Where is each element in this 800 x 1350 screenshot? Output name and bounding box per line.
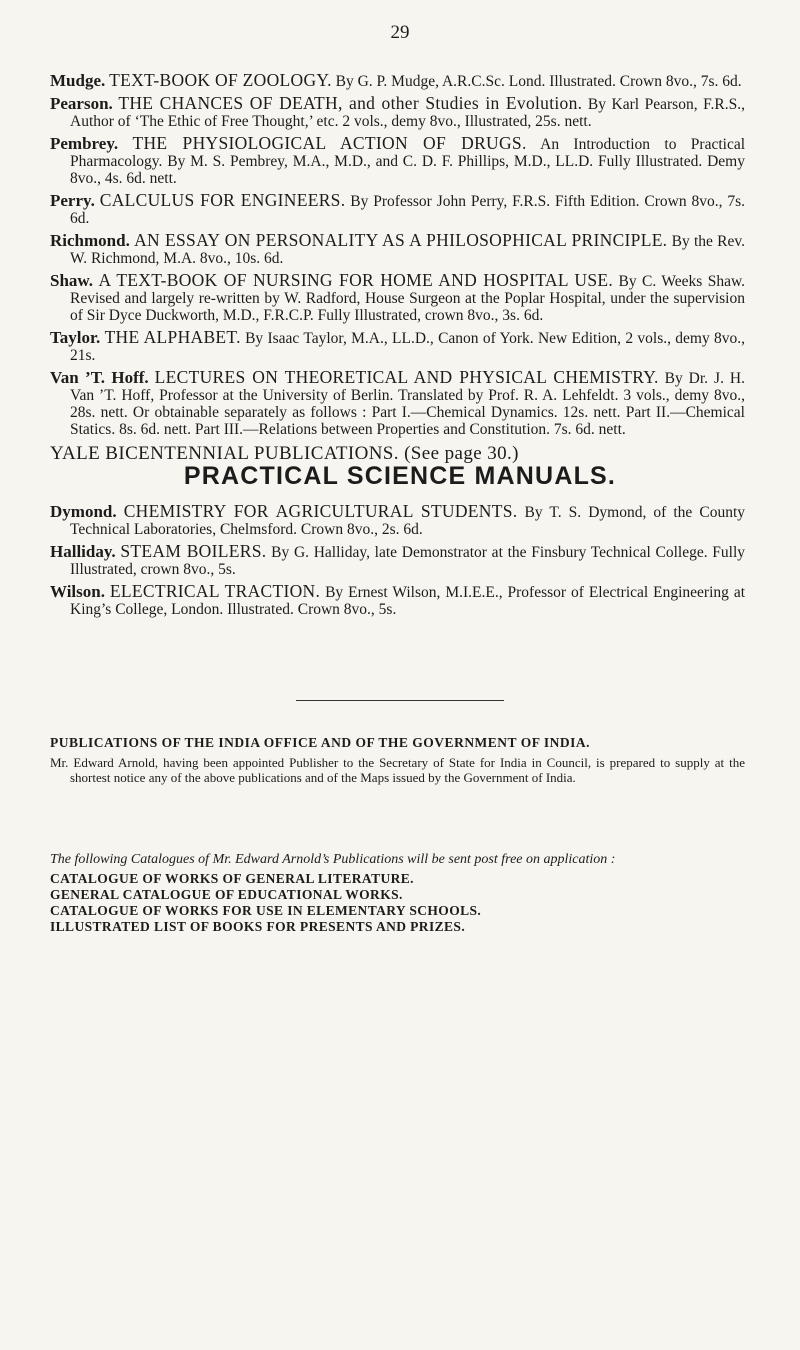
book-entry	[50, 135, 745, 187]
catalogue-item: ILLUSTRATED LIST OF BOOKS FOR PRESENTS AND PRIZES.	[50, 919, 466, 934]
entry-title: ELECTRICAL TRACTION.	[109, 581, 321, 601]
entry-details: By Professor John Perry, F.R.S. Fifth Edition. Crown 8vo., 7s. 6d.	[70, 193, 746, 227]
book-entry	[50, 72, 745, 90]
entry-details: An Introduction to Practical Pharmacology. By M. S. Pembrey, M.A., M.D., and C. D. F. Phillips, M.D., LL.D. Fully Illustrated. Demy 8vo., 4s. 6d. nett.	[70, 136, 746, 187]
divider-rule	[296, 700, 504, 701]
entry-title: AN ESSAY ON PERSONALITY AS A PHILOSOPHICAL PRINCIPLE.	[134, 230, 668, 250]
manual-entries	[50, 503, 745, 623]
entry-title: THE ALPHABET.	[104, 327, 241, 347]
india-office-notice	[50, 735, 745, 785]
entry-author: Richmond.	[50, 231, 130, 250]
section-heading: PRACTICAL SCIENCE MANUALS.	[183, 462, 617, 490]
manual-entry	[50, 503, 745, 538]
entry-title: THE PHYSIOLOGICAL ACTION OF DRUGS.	[132, 133, 527, 153]
entry-title: THE CHANCES OF DEATH, and other Studies in Evolution.	[118, 93, 583, 113]
entry-details: By Isaac Taylor, M.A., LL.D., Canon of York. New Edition, 2 vols., demy 8vo., 21s.	[70, 330, 746, 364]
entry-author: Taylor.	[50, 328, 101, 347]
entry-author: Perry.	[50, 191, 95, 210]
yale-publications-line: YALE BICENTENNIAL PUBLICATIONS. (See page 30.)	[50, 443, 519, 464]
book-entry	[50, 95, 745, 130]
book-entries	[50, 72, 745, 465]
book-entry	[50, 329, 745, 364]
book-entry	[50, 232, 745, 267]
entry-details: By G. P. Mudge, A.R.C.Sc. Lond. Illustrated. Crown 8vo., 7s. 6d.	[335, 73, 742, 90]
entry-author: Shaw.	[50, 271, 93, 290]
page-number: 29	[390, 22, 410, 43]
entry-title: CHEMISTRY FOR AGRICULTURAL STUDENTS.	[123, 501, 518, 521]
entry-title: LECTURES ON THEORETICAL AND PHYSICAL CHEMISTRY.	[154, 367, 659, 387]
catalogue-item: CATALOGUE OF WORKS OF GENERAL LITERATURE.	[50, 871, 414, 886]
book-entry	[50, 192, 745, 227]
entry-author: Mudge.	[50, 71, 106, 90]
india-body: Mr. Edward Arnold, having been appointed Publisher to the Secretary of State for India in Council, is prepared to supply at the shortest notice any of the above publications and of the Maps issued by the Government of India.	[50, 755, 745, 785]
entry-details: By Ernest Wilson, M.I.E.E., Professor of Electrical Engineering at King’s College, London. Illustrated. Crown 8vo., 5s.	[70, 584, 746, 618]
entry-author: Wilson.	[50, 582, 105, 601]
entry-details: By T. S. Dymond, of the County Technical Laboratories, Chelmsford. Crown 8vo., 2s. 6d.	[70, 504, 746, 538]
entry-details: By the Rev. W. Richmond, M.A. 8vo., 10s. 6d.	[70, 233, 746, 267]
entry-author: Pearson.	[50, 94, 113, 113]
catalogue-intro: The following Catalogues of Mr. Edward Arnold’s Publications will be sent post free on application :	[50, 852, 616, 867]
manual-entry	[50, 583, 745, 618]
entry-details: By C. Weeks Shaw. Revised and largely re-written by W. Radford, House Surgeon at the Poplar Hospital, under the supervision of Sir Dyce Duckworth, M.D., F.R.C.P. Fully Illustrated, crown 8vo., 3s. 6d.	[70, 273, 746, 324]
catalogue-item: GENERAL CATALOGUE OF EDUCATIONAL WORKS.	[50, 887, 403, 902]
entry-title: A TEXT-BOOK OF NURSING FOR HOME AND HOSPITAL USE.	[98, 270, 614, 290]
entry-author: Van ’T. Hoff.	[50, 368, 149, 387]
entry-details: By G. Halliday, late Demonstrator at the Finsbury Technical College. Fully Illustrated, crown 8vo., 5s.	[70, 544, 746, 578]
book-entry	[50, 369, 745, 438]
entry-title: TEXT-BOOK OF ZOOLOGY.	[109, 70, 332, 90]
entry-details: By Karl Pearson, F.R.S., Author of ‘The Ethic of Free Thought,’ etc. 2 vols., demy 8vo., Illustrated, 25s. nett.	[70, 96, 745, 130]
catalogue-item: CATALOGUE OF WORKS FOR USE IN ELEMENTARY SCHOOLS.	[50, 903, 482, 918]
manual-entry	[50, 543, 745, 578]
book-entry	[50, 272, 745, 324]
entry-author: Dymond.	[50, 502, 117, 521]
entry-author: Pembrey.	[50, 134, 119, 153]
entry-title: STEAM BOILERS.	[120, 541, 267, 561]
entry-author: Halliday.	[50, 542, 116, 561]
entry-details: By Dr. J. H. Van ’T. Hoff, Professor at the University of Berlin. Translated by Prof. R. A. Lehfeldt. 3 vols., demy 8vo., 28s. nett. Or obtainable separately as follows : Part I.—Chemical Dynamics. 12s. nett. Part II.—Chemical Statics. 8s. 6d. nett. Part III.—Relations between Properties and Constitution. 7s. 6d. nett.	[70, 370, 745, 438]
india-heading: PUBLICATIONS OF THE INDIA OFFICE AND OF THE GOVERNMENT OF INDIA.	[50, 735, 590, 750]
entry-title: CALCULUS FOR ENGINEERS.	[99, 190, 346, 210]
catalogue-list	[50, 852, 745, 935]
